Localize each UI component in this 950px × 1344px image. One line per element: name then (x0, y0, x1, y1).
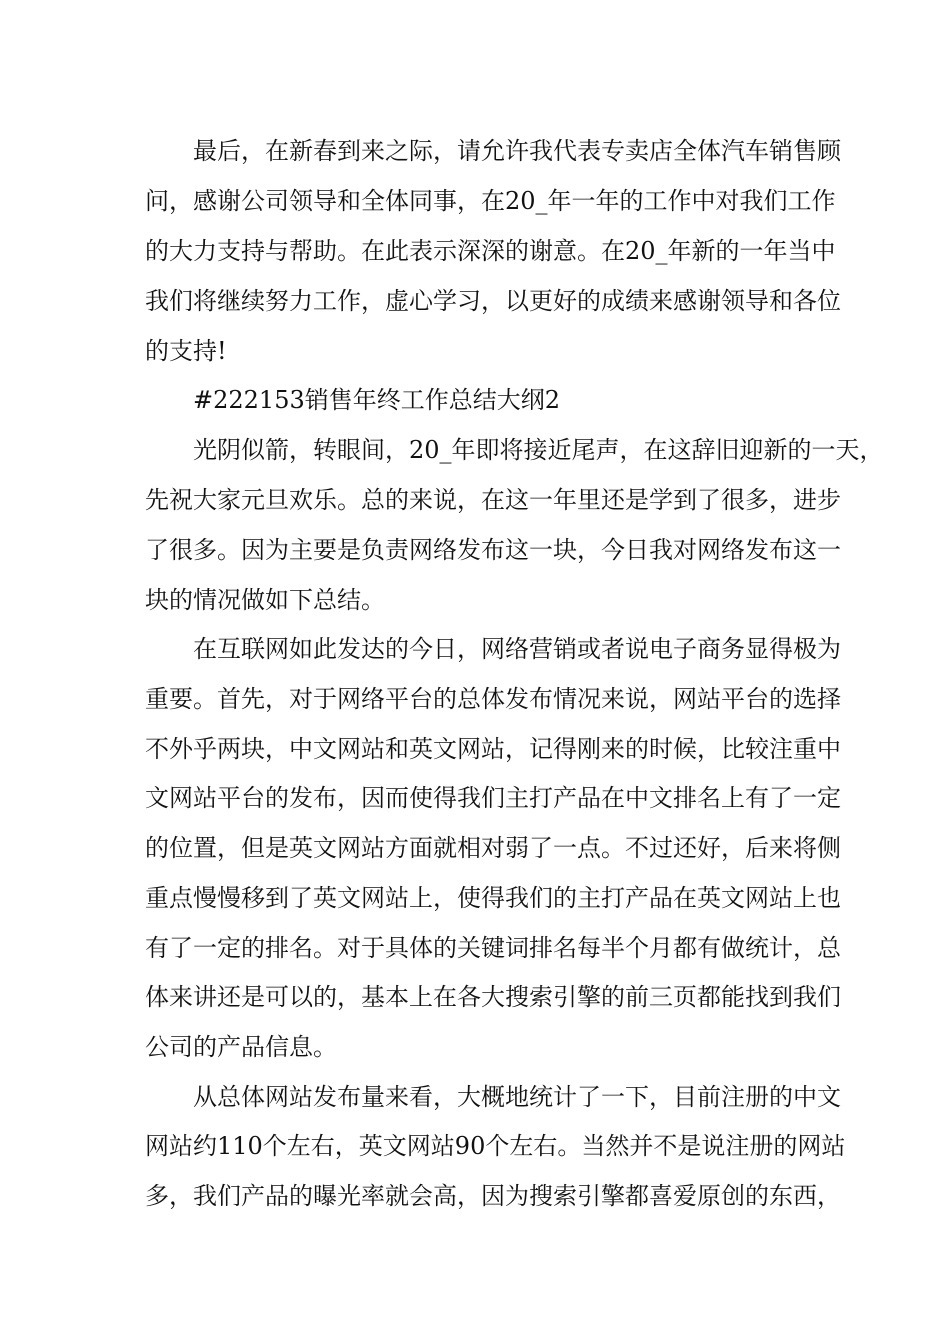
text-line: 网站约110个左右，英文网站90个左右。当然并不是说注册的网站 (145, 1132, 846, 1160)
text-line: 体来讲还是可以的，基本上在各大搜索引擎的前三页都能找到我们 (145, 983, 841, 1011)
text-line: 块的情况做如下总结。 (145, 586, 385, 614)
text-line: 文网站平台的发布，因而使得我们主打产品在中文排名上有了一定 (145, 784, 841, 812)
text-line: 了很多。因为主要是负责网络发布这一块，今日我对网络发布这一 (145, 536, 841, 564)
text-line: 先祝大家元旦欢乐。总的来说，在这一年里还是学到了很多，进步 (145, 486, 841, 514)
text-line: 的位置，但是英文网站方面就相对弱了一点。不过还好，后来将侧 (145, 834, 841, 862)
text-line: 最后，在新春到来之际，请允许我代表专卖店全体汽车销售顾 (193, 137, 841, 165)
section-heading: #222153销售年终工作总结大纲2 (193, 386, 560, 414)
text-line: 多，我们产品的曝光率就会高，因为搜索引擎都喜爱原创的东西， (145, 1182, 841, 1210)
text-line: 的大力支持与帮助。在此表示深深的谢意。在20_年新的一年当中 (145, 237, 836, 265)
text-line: 公司的产品信息。 (145, 1033, 337, 1061)
text-line: 的支持! (145, 337, 227, 365)
text-line: 不外乎两块，中文网站和英文网站，记得刚来的时候，比较注重中 (145, 735, 841, 763)
text-line: 有了一定的排名。对于具体的关键词排名每半个月都有做统计，总 (145, 934, 841, 962)
text-line: 光阴似箭，转眼间，20_年即将接近尾声，在这辞旧迎新的一天， (193, 436, 884, 464)
text-line: 问，感谢公司领导和全体同事，在20_年一年的工作中对我们工作 (145, 187, 836, 215)
text-line: 重点慢慢移到了英文网站上，使得我们的主打产品在英文网站上也 (145, 884, 841, 912)
text-line: 从总体网站发布量来看，大概地统计了一下，目前注册的中文 (193, 1083, 841, 1111)
text-line: 重要。首先，对于网络平台的总体发布情况来说，网站平台的选择 (145, 685, 841, 713)
text-line: 在互联网如此发达的今日，网络营销或者说电子商务显得极为 (193, 635, 841, 663)
text-line: 我们将继续努力工作，虚心学习，以更好的成绩来感谢领导和各位 (145, 287, 841, 315)
